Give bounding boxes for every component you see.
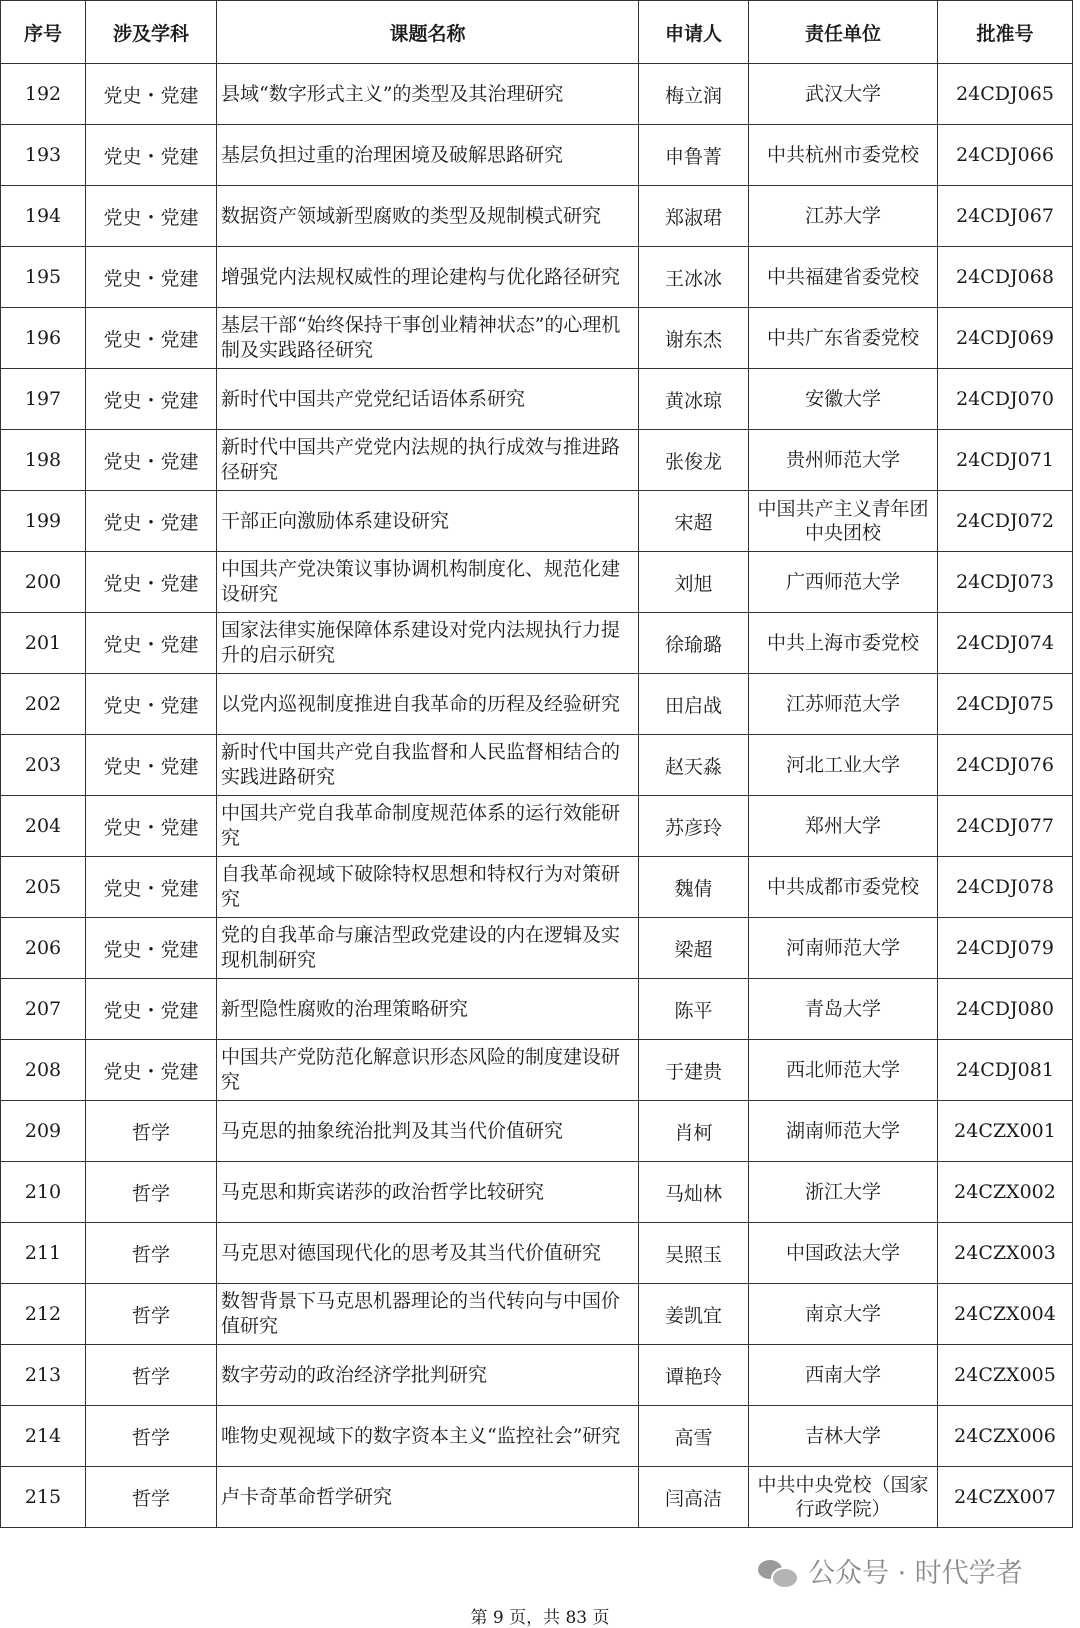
row-unit: 吉林大学	[749, 1406, 938, 1467]
watermark-text: 公众号 · 时代学者	[808, 1558, 1023, 1589]
row-title: 卢卡奇革命哲学研究	[217, 1467, 639, 1528]
row-title: 新时代中国共产党党纪话语体系研究	[217, 369, 639, 430]
row-applicant: 谢东杰	[639, 308, 749, 369]
row-approval-no: 24CZX001	[938, 1101, 1073, 1162]
row-unit: 中共成都市委党校	[749, 857, 938, 918]
row-title: 新时代中国共产党党内法规的执行成效与推进路径研究	[217, 430, 639, 491]
row-approval-no: 24CZX004	[938, 1284, 1073, 1345]
row-discipline: 党史・党建	[86, 918, 217, 979]
row-approval-no: 24CZX007	[938, 1467, 1073, 1528]
row-unit: 中国共产主义青年团中央团校	[749, 491, 938, 552]
row-approval-no: 24CDJ076	[938, 735, 1073, 796]
row-title: 马克思和斯宾诺莎的政治哲学比较研究	[217, 1162, 639, 1223]
row-index: 212	[1, 1284, 86, 1345]
row-unit: 青岛大学	[749, 979, 938, 1040]
row-discipline: 党史・党建	[86, 979, 217, 1040]
row-approval-no: 24CDJ081	[938, 1040, 1073, 1101]
row-index: 201	[1, 613, 86, 674]
row-discipline: 哲学	[86, 1101, 217, 1162]
col-header-approval-no: 批准号	[938, 1, 1073, 64]
row-index: 204	[1, 796, 86, 857]
row-title: 数据资产领域新型腐败的类型及规制模式研究	[217, 186, 639, 247]
row-applicant: 郑淑珺	[639, 186, 749, 247]
row-applicant: 魏倩	[639, 857, 749, 918]
row-applicant: 黄冰琼	[639, 369, 749, 430]
row-unit: 广西师范大学	[749, 552, 938, 613]
row-title: 以党内巡视制度推进自我革命的历程及经验研究	[217, 674, 639, 735]
table-row	[1, 1345, 1073, 1406]
table-header-row	[1, 1, 1073, 64]
col-header-discipline: 涉及学科	[86, 1, 217, 64]
row-index: 197	[1, 369, 86, 430]
row-index: 213	[1, 1345, 86, 1406]
row-index: 193	[1, 125, 86, 186]
row-applicant: 闫高洁	[639, 1467, 749, 1528]
row-index: 215	[1, 1467, 86, 1528]
row-unit: 中共广东省委党校	[749, 308, 938, 369]
table-row	[1, 369, 1073, 430]
row-index: 200	[1, 552, 86, 613]
row-approval-no: 24CDJ079	[938, 918, 1073, 979]
row-approval-no: 24CDJ067	[938, 186, 1073, 247]
row-applicant: 梁超	[639, 918, 749, 979]
row-index: 196	[1, 308, 86, 369]
table-row	[1, 1162, 1073, 1223]
row-discipline: 哲学	[86, 1467, 217, 1528]
row-applicant: 谭艳玲	[639, 1345, 749, 1406]
row-approval-no: 24CDJ070	[938, 369, 1073, 430]
row-applicant: 王冰冰	[639, 247, 749, 308]
row-applicant: 姜凯宜	[639, 1284, 749, 1345]
row-approval-no: 24CZX005	[938, 1345, 1073, 1406]
wechat-icon	[758, 1557, 796, 1585]
row-discipline: 哲学	[86, 1284, 217, 1345]
row-approval-no: 24CDJ069	[938, 308, 1073, 369]
row-index: 195	[1, 247, 86, 308]
row-unit: 安徽大学	[749, 369, 938, 430]
row-unit: 江苏大学	[749, 186, 938, 247]
row-discipline: 党史・党建	[86, 64, 217, 125]
row-applicant: 肖柯	[639, 1101, 749, 1162]
col-header-title: 课题名称	[217, 1, 639, 64]
row-applicant: 申鲁菁	[639, 125, 749, 186]
row-title: 干部正向激励体系建设研究	[217, 491, 639, 552]
row-index: 210	[1, 1162, 86, 1223]
row-approval-no: 24CDJ073	[938, 552, 1073, 613]
row-applicant: 苏彦玲	[639, 796, 749, 857]
row-index: 208	[1, 1040, 86, 1101]
row-title: 基层干部“始终保持干事创业精神状态”的心理机制及实践路径研究	[217, 308, 639, 369]
row-approval-no: 24CDJ078	[938, 857, 1073, 918]
row-title: 中国共产党防范化解意识形态风险的制度建设研究	[217, 1040, 639, 1101]
row-unit: 江苏师范大学	[749, 674, 938, 735]
table-row	[1, 796, 1073, 857]
table-row	[1, 186, 1073, 247]
col-header-applicant: 申请人	[639, 1, 749, 64]
row-title: 党的自我革命与廉洁型政党建设的内在逻辑及实现机制研究	[217, 918, 639, 979]
row-discipline: 哲学	[86, 1345, 217, 1406]
row-approval-no: 24CDJ066	[938, 125, 1073, 186]
row-unit: 河北工业大学	[749, 735, 938, 796]
row-discipline: 党史・党建	[86, 430, 217, 491]
row-unit: 中共福建省委党校	[749, 247, 938, 308]
row-unit: 中共上海市委党校	[749, 613, 938, 674]
row-discipline: 党史・党建	[86, 369, 217, 430]
row-title: 数字劳动的政治经济学批判研究	[217, 1345, 639, 1406]
row-discipline: 党史・党建	[86, 552, 217, 613]
row-approval-no: 24CZX003	[938, 1223, 1073, 1284]
row-title: 新型隐性腐败的治理策略研究	[217, 979, 639, 1040]
row-applicant: 马灿林	[639, 1162, 749, 1223]
row-index: 209	[1, 1101, 86, 1162]
row-unit: 湖南师范大学	[749, 1101, 938, 1162]
row-applicant: 陈平	[639, 979, 749, 1040]
row-title: 唯物史观视域下的数字资本主义“监控社会”研究	[217, 1406, 639, 1467]
row-discipline: 党史・党建	[86, 125, 217, 186]
row-discipline: 党史・党建	[86, 857, 217, 918]
row-unit: 浙江大学	[749, 1162, 938, 1223]
row-applicant: 梅立润	[639, 64, 749, 125]
table-row	[1, 64, 1073, 125]
row-applicant: 宋超	[639, 491, 749, 552]
row-applicant: 高雪	[639, 1406, 749, 1467]
table-row	[1, 1406, 1073, 1467]
row-discipline: 哲学	[86, 1406, 217, 1467]
row-title: 增强党内法规权威性的理论建构与优化路径研究	[217, 247, 639, 308]
page-footer: 第 9 页，共 83 页	[470, 1608, 610, 1628]
table-row	[1, 979, 1073, 1040]
row-title: 新时代中国共产党自我监督和人民监督相结合的实践进路研究	[217, 735, 639, 796]
row-unit: 郑州大学	[749, 796, 938, 857]
row-index: 202	[1, 674, 86, 735]
row-applicant: 赵天淼	[639, 735, 749, 796]
row-title: 马克思的抽象统治批判及其当代价值研究	[217, 1101, 639, 1162]
row-applicant: 吴照玉	[639, 1223, 749, 1284]
row-applicant: 张俊龙	[639, 430, 749, 491]
row-discipline: 党史・党建	[86, 247, 217, 308]
table-row	[1, 674, 1073, 735]
table-row	[1, 1284, 1073, 1345]
row-approval-no: 24CDJ074	[938, 613, 1073, 674]
table-row	[1, 735, 1073, 796]
row-discipline: 党史・党建	[86, 1040, 217, 1101]
row-discipline: 党史・党建	[86, 735, 217, 796]
row-unit: 中共中央党校（国家行政学院）	[749, 1467, 938, 1528]
row-applicant: 徐瑜璐	[639, 613, 749, 674]
row-unit: 西北师范大学	[749, 1040, 938, 1101]
table-row	[1, 1101, 1073, 1162]
table-row	[1, 1040, 1073, 1101]
row-title: 国家法律实施保障体系建设对党内法规执行力提升的启示研究	[217, 613, 639, 674]
row-applicant: 刘旭	[639, 552, 749, 613]
row-title: 中国共产党决策议事协调机构制度化、规范化建设研究	[217, 552, 639, 613]
row-discipline: 党史・党建	[86, 613, 217, 674]
table-row	[1, 552, 1073, 613]
row-unit: 中国政法大学	[749, 1223, 938, 1284]
row-approval-no: 24CZX006	[938, 1406, 1073, 1467]
row-applicant: 于建贵	[639, 1040, 749, 1101]
row-approval-no: 24CDJ068	[938, 247, 1073, 308]
table-row	[1, 125, 1073, 186]
row-index: 194	[1, 186, 86, 247]
row-title: 自我革命视域下破除特权思想和特权行为对策研究	[217, 857, 639, 918]
row-approval-no: 24CDJ071	[938, 430, 1073, 491]
watermark	[758, 1551, 1023, 1590]
table-row	[1, 613, 1073, 674]
row-approval-no: 24CDJ075	[938, 674, 1073, 735]
row-index: 199	[1, 491, 86, 552]
table-row	[1, 308, 1073, 369]
row-discipline: 党史・党建	[86, 186, 217, 247]
row-approval-no: 24CDJ077	[938, 796, 1073, 857]
table-row	[1, 1467, 1073, 1528]
row-unit: 河南师范大学	[749, 918, 938, 979]
row-approval-no: 24CZX002	[938, 1162, 1073, 1223]
row-approval-no: 24CDJ072	[938, 491, 1073, 552]
row-title: 数智背景下马克思机器理论的当代转向与中国价值研究	[217, 1284, 639, 1345]
row-index: 211	[1, 1223, 86, 1284]
row-discipline: 哲学	[86, 1223, 217, 1284]
col-header-unit: 责任单位	[749, 1, 938, 64]
row-title: 基层负担过重的治理困境及破解思路研究	[217, 125, 639, 186]
table-row	[1, 1223, 1073, 1284]
row-discipline: 党史・党建	[86, 796, 217, 857]
table-row	[1, 857, 1073, 918]
row-unit: 西南大学	[749, 1345, 938, 1406]
row-title: 马克思对德国现代化的思考及其当代价值研究	[217, 1223, 639, 1284]
row-discipline: 党史・党建	[86, 491, 217, 552]
row-unit: 贵州师范大学	[749, 430, 938, 491]
row-index: 203	[1, 735, 86, 796]
row-applicant: 田启战	[639, 674, 749, 735]
row-approval-no: 24CDJ080	[938, 979, 1073, 1040]
row-unit: 武汉大学	[749, 64, 938, 125]
col-header-index: 序号	[1, 1, 86, 64]
row-title: 县域“数字形式主义”的类型及其治理研究	[217, 64, 639, 125]
row-index: 214	[1, 1406, 86, 1467]
row-unit: 南京大学	[749, 1284, 938, 1345]
table-row	[1, 430, 1073, 491]
table-row	[1, 247, 1073, 308]
row-index: 198	[1, 430, 86, 491]
row-discipline: 党史・党建	[86, 308, 217, 369]
row-discipline: 哲学	[86, 1162, 217, 1223]
row-unit: 中共杭州市委党校	[749, 125, 938, 186]
row-discipline: 党史・党建	[86, 674, 217, 735]
row-approval-no: 24CDJ065	[938, 64, 1073, 125]
row-index: 205	[1, 857, 86, 918]
row-index: 206	[1, 918, 86, 979]
table-row	[1, 918, 1073, 979]
row-index: 192	[1, 64, 86, 125]
table-row	[1, 491, 1073, 552]
row-title: 中国共产党自我革命制度规范体系的运行效能研究	[217, 796, 639, 857]
row-index: 207	[1, 979, 86, 1040]
